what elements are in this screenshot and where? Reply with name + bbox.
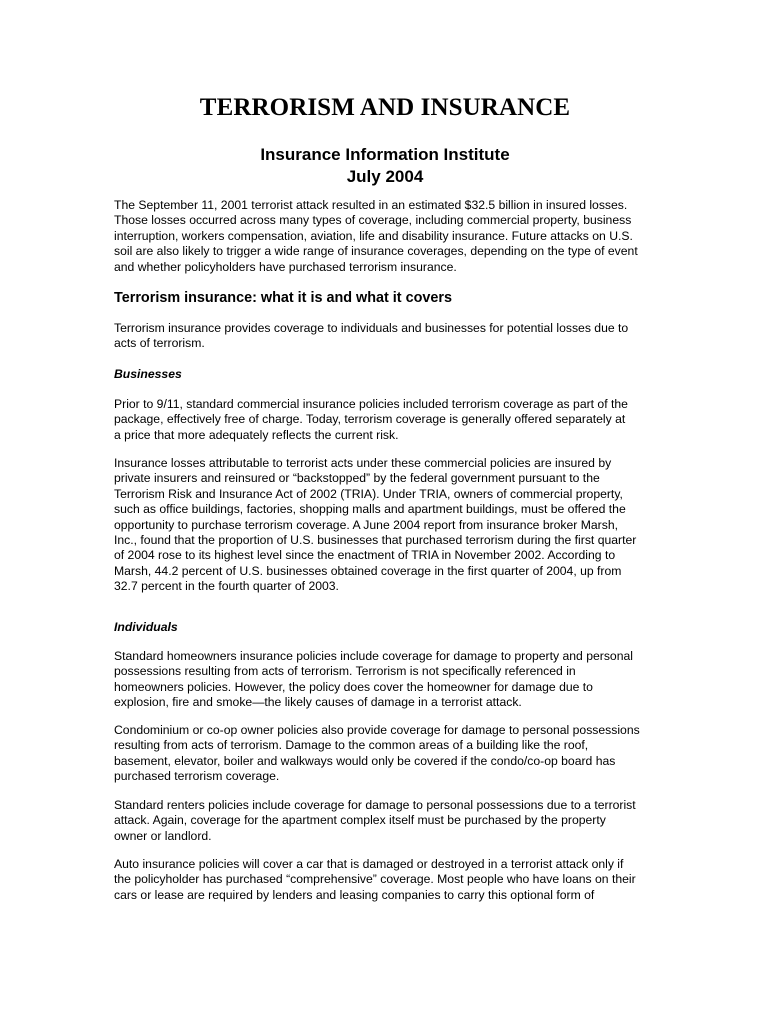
individuals-subheading: Individuals xyxy=(114,620,178,634)
businesses-subheading: Businesses xyxy=(114,367,182,381)
paragraph-line: Marsh, 44.2 percent of U.S. businesses obtained coverage in the first quarter of 2004, up from xyxy=(114,563,622,578)
paragraph-line: private insurers and reinsured or “backstopped” by the federal government pursuant to the xyxy=(114,471,600,486)
individuals-paragraph-3 xyxy=(114,798,674,844)
paragraph-line: resulting from acts of terrorism. Damage to the common areas of a building like the roof, xyxy=(114,738,589,753)
paragraph-line: Insurance losses attributable to terrorist acts under these commercial policies are insured by xyxy=(114,456,612,470)
paragraph-line: 32.7 percent in the fourth quarter of 2003. xyxy=(114,579,339,594)
paragraph-line: opportunity to purchase terrorism coverage. A June 2004 report from insurance broker Marsh, xyxy=(114,517,619,532)
document-subtitle-organization: Insurance Information Institute xyxy=(260,145,510,164)
document-subtitle-date: July 2004 xyxy=(346,167,424,186)
paragraph-line: the policyholder has purchased “comprehensive” coverage. Most people who have loans on their xyxy=(114,872,636,887)
paragraph-line: interruption, workers compensation, aviation, life and disability insurance. Future attacks on U.S. xyxy=(114,228,633,243)
paragraph-line: Terrorism Risk and Insurance Act of 2002 (TRIA). Under TRIA, owners of commercial property, xyxy=(114,486,623,501)
businesses-paragraph-2 xyxy=(114,456,674,595)
paragraph-line: a price that more adequately reflects the current risk. xyxy=(114,427,399,442)
paragraph-line: package, effectively free of charge. Today, terrorism coverage is generally offered separately at xyxy=(114,412,626,427)
paragraph-line: such as office buildings, factories, shopping malls and apartment buildings, must be offered the xyxy=(114,502,626,517)
businesses-paragraph-1 xyxy=(114,397,674,443)
paragraph-line: explosion, fire and smoke—the likely causes of damage in a terrorist attack. xyxy=(114,695,522,710)
paragraph-line: acts of terrorism. xyxy=(114,336,205,351)
paragraph-line: and whether policyholders have purchased terrorism insurance. xyxy=(114,259,457,274)
paragraph-line: cars or lease are required by lenders and leasing companies to carry this optional form of xyxy=(114,887,595,902)
paragraph-line: soil are also likely to trigger a wide range of insurance coverages, depending on the type of event xyxy=(114,244,638,259)
individuals-paragraph-4 xyxy=(114,857,674,903)
paragraph-line: basement, elevator, boiler and walkways would only be covered if the condo/co-op board has xyxy=(114,753,616,768)
paragraph-line: attack. Again, coverage for the apartment complex itself must be purchased by the property xyxy=(114,813,606,828)
paragraph-line: Inc., found that the proportion of U.S. businesses that purchased terrorism during the first quarter xyxy=(114,533,637,548)
paragraph-line: homeowners policies. However, the policy does cover the homeowner for damage due to xyxy=(114,679,593,694)
paragraph-line: Prior to 9/11, standard commercial insurance policies included terrorism coverage as part of the xyxy=(114,397,628,411)
section-intro-paragraph xyxy=(114,321,674,352)
paragraph-line: Standard homeowners insurance policies include coverage for damage to property and personal xyxy=(114,649,633,663)
paragraph-line: Terrorism insurance provides coverage to individuals and businesses for potential losses due to xyxy=(114,321,629,335)
individuals-paragraph-1 xyxy=(114,649,674,711)
section-heading: Terrorism insurance: what it is and what it covers xyxy=(114,290,453,306)
intro-paragraph xyxy=(114,198,674,275)
paragraph-line: possessions resulting from acts of terrorism. Terrorism is not specifically referenced in xyxy=(114,664,576,679)
paragraph-line: purchased terrorism coverage. xyxy=(114,769,280,784)
individuals-paragraph-2 xyxy=(114,723,674,785)
paragraph-line: owner or landlord. xyxy=(114,828,212,843)
paragraph-line: The September 11, 2001 terrorist attack resulted in an estimated $32.5 billion in insured losses. xyxy=(114,198,628,212)
document-title: TERRORISM AND INSURANCE xyxy=(199,94,571,121)
paragraph-line: Auto insurance policies will cover a car that is damaged or destroyed in a terrorist attack only if xyxy=(114,857,624,871)
paragraph-line: of 2004 rose to its highest level since the enactment of TRIA in November 2002. According to xyxy=(114,548,616,563)
paragraph-line: Condominium or co-op owner policies also provide coverage for damage to personal possessions xyxy=(114,723,640,737)
paragraph-line: Standard renters policies include coverage for damage to personal possessions due to a terrorist xyxy=(114,798,636,812)
paragraph-line: Those losses occurred across many types of coverage, including commercial property, business xyxy=(114,213,632,228)
